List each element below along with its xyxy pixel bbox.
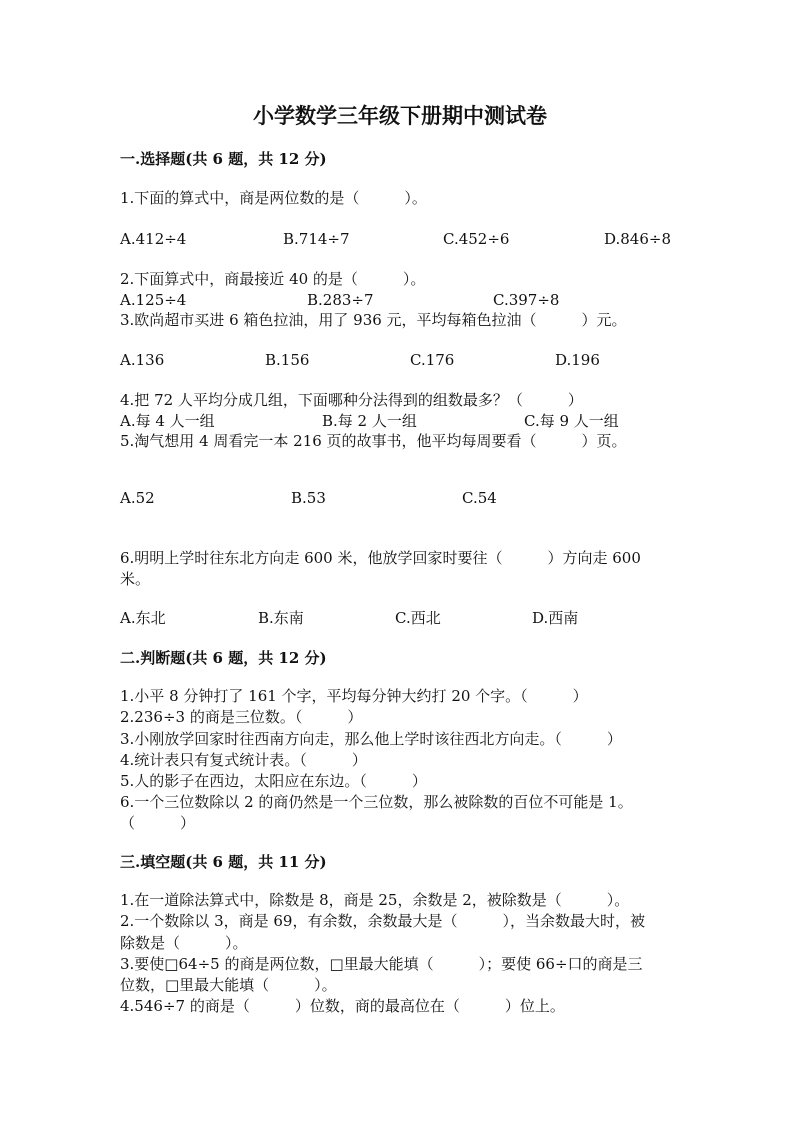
option: B.283÷7 <box>307 291 374 309</box>
question-line: 3.要使□64÷5 的商是两位数，□里最大能填（ ）；要使 66÷口的商是三 <box>120 955 643 973</box>
question-line: 2.一个数除以 3，商是 69，有余数，余数最大是（ ），当余数最大时，被 <box>120 912 645 930</box>
question-line: 3.小刚放学回家时往西南方向走，那么他上学时该往西北方向走。（ ） <box>120 730 622 748</box>
option: D.西南 <box>532 609 579 627</box>
question-line: 1.在一道除法算式中，除数是 8，商是 25，余数是 2，被除数是（ ）。 <box>120 891 630 909</box>
option: A.52 <box>120 489 155 507</box>
option: C.176 <box>410 351 455 369</box>
question-line: 4.546÷7 的商是（ ）位数，商的最高位在（ ）位上。 <box>120 997 565 1015</box>
question-stem: 6.明明上学时往东北方向走 600 米，他放学回家时要往（ ）方向走 600 <box>120 549 641 567</box>
option: B.714÷7 <box>283 230 350 248</box>
section-heading-judge: 二.判断题(共 6 题，共 12 分) <box>120 649 327 667</box>
option: B.53 <box>291 489 326 507</box>
option: B.每 2 人一组 <box>322 412 417 430</box>
option: A.136 <box>120 351 165 369</box>
section-heading-choice: 一.选择题(共 6 题，共 12 分) <box>120 150 327 168</box>
option: B.东南 <box>258 609 304 627</box>
option: A.东北 <box>120 609 166 627</box>
question-stem: 3.欧尚超市买进 6 箱色拉油，用了 936 元，平均每箱色拉油（ ）元。 <box>120 311 627 329</box>
question-stem: 4.把 72 人平均分成几组，下面哪种分法得到的组数最多？（ ） <box>120 391 583 409</box>
option: C.397÷8 <box>493 291 560 309</box>
question-line: 4.统计表只有复式统计表。（ ） <box>120 751 367 769</box>
option: C.西北 <box>395 609 441 627</box>
question-line: 5.人的影子在西边，太阳应在东边。（ ） <box>120 772 427 790</box>
option: C.每 9 人一组 <box>524 412 619 430</box>
question-stem: 米。 <box>120 570 151 588</box>
question-line: 位数，□里最大能填（ ）。 <box>120 976 337 994</box>
page-title: 小学数学三年级下册期中测试卷 <box>253 103 547 128</box>
option: C.452÷6 <box>443 230 510 248</box>
option: A.每 4 人一组 <box>120 412 215 430</box>
option: A.412÷4 <box>120 230 187 248</box>
option: C.54 <box>462 489 497 507</box>
option: A.125÷4 <box>120 291 187 309</box>
question-line: 除数是（ ）。 <box>120 934 248 952</box>
option: B.156 <box>265 351 310 369</box>
question-stem: 2.下面算式中，商最接近 40 的是（ ）。 <box>120 270 426 288</box>
option: D.196 <box>555 351 600 369</box>
question-line: 1.小平 8 分钟打了 161 个字，平均每分钟大约打 20 个字。（ ） <box>120 687 588 705</box>
question-stem: 5.淘气想用 4 周看完一本 216 页的故事书，他平均每周要看（ ）页。 <box>120 432 627 450</box>
question-stem: 1.下面的算式中，商是两位数的是（ ）。 <box>120 189 427 207</box>
question-line: 6.一个三位数除以 2 的商仍然是一个三位数，那么被除数的百位不可能是 1。 <box>120 793 633 811</box>
section-heading-fill: 三.填空题(共 6 题，共 11 分) <box>120 853 327 871</box>
question-line: （ ） <box>120 814 196 832</box>
option: D.846÷8 <box>604 230 672 248</box>
question-line: 2.236÷3 的商是三位数。（ ） <box>120 708 363 726</box>
